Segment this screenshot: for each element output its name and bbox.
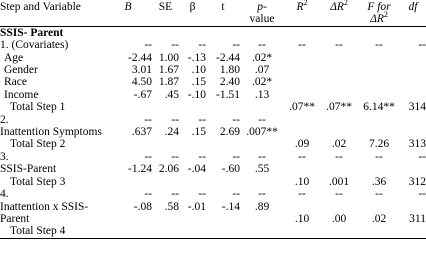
table-row [0, 151, 426, 163]
cell-r2 [284, 89, 320, 101]
cell-p: .13 [254, 88, 270, 101]
cell-df [400, 64, 426, 76]
header-dr2-base: ΔR [330, 1, 344, 13]
header-p-line2: value [249, 13, 275, 26]
cell-b: -2.44 [128, 51, 152, 64]
cell-t: -1.51 [216, 88, 240, 101]
cell-se: 2.06 [158, 163, 179, 176]
row-label: Total Step 1 [10, 101, 66, 114]
cell-f [358, 225, 400, 238]
cell-t: 1.80 [219, 64, 240, 77]
cell-df: 312 [408, 175, 426, 188]
cell-r2: -- [298, 150, 306, 163]
cell-beta [179, 176, 206, 188]
cell-b [104, 101, 152, 113]
cell-se [152, 213, 179, 225]
header-f-line1: F for [367, 1, 391, 13]
cell-r2 [284, 163, 320, 175]
cell-se: .24 [164, 126, 179, 139]
cell-r2: .07** [289, 101, 315, 114]
cell-b: -- [144, 188, 152, 201]
cell-t: -- [232, 188, 240, 201]
header-r2-sup: 2 [303, 0, 308, 8]
header-p-line1: p- [257, 1, 267, 13]
header-row [0, 0, 426, 26]
table-row [0, 201, 426, 213]
cell-p: .007** [246, 126, 278, 139]
cell-delta-r2: -- [335, 188, 343, 201]
cell-beta: .10 [191, 64, 206, 77]
cell-b: -- [144, 39, 152, 52]
table-body [0, 39, 426, 238]
row-label: 1. (Covariates) [0, 39, 69, 52]
cell-p: -- [258, 188, 266, 201]
cell-f: .36 [371, 175, 387, 188]
cell-b: 3.01 [131, 64, 152, 77]
cell-b: 4.50 [131, 76, 152, 89]
row-label: Income [4, 88, 39, 101]
cell-r2 [284, 126, 320, 138]
cell-f [358, 114, 400, 126]
cell-b [104, 213, 152, 225]
header-f-sup: 2 [383, 10, 388, 20]
table-row [0, 101, 426, 113]
cell-p [240, 101, 284, 113]
cell-f [358, 126, 400, 138]
header-r2-base: R [296, 1, 304, 13]
cell-se: .58 [164, 200, 179, 213]
cell-df [400, 225, 426, 238]
cell-se: -- [171, 188, 179, 201]
section-title: SSIS- Parent [0, 26, 64, 39]
cell-beta: -.01 [187, 200, 206, 213]
cell-b [104, 138, 152, 150]
cell-t: 2.40 [219, 76, 240, 89]
cell-t: 2.69 [219, 126, 240, 139]
cell-f: .02 [371, 212, 387, 225]
cell-r2: .10 [294, 212, 310, 225]
cell-b: -.67 [133, 88, 152, 101]
cell-beta: -.04 [187, 163, 206, 176]
cell-beta [179, 138, 206, 150]
header-t: t [221, 1, 225, 13]
section-row [0, 26, 426, 39]
cell-delta-r2 [320, 89, 358, 101]
header-beta: β [189, 1, 196, 13]
table-row [0, 213, 426, 225]
cell-f [358, 89, 400, 101]
cell-df [400, 126, 426, 138]
row-label: Race [4, 76, 27, 89]
header-delta-r2 [320, 0, 358, 26]
cell-se [152, 138, 179, 150]
cell-p: -- [258, 39, 266, 52]
cell-df: -- [418, 150, 426, 163]
cell-se [152, 176, 179, 188]
cell-delta-r2 [320, 163, 358, 175]
row-label: Total Step 2 [10, 138, 66, 151]
cell-t [206, 225, 240, 238]
cell-df: 311 [409, 212, 426, 225]
cell-delta-r2: .001 [328, 175, 350, 188]
cell-df: 314 [408, 101, 426, 114]
cell-beta: -.10 [187, 88, 206, 101]
cell-t: -.14 [221, 200, 240, 213]
cell-b [104, 225, 152, 238]
cell-se: 1.87 [158, 76, 179, 89]
cell-p: .89 [254, 200, 270, 213]
table-row [0, 138, 426, 150]
cell-r2 [284, 201, 320, 213]
cell-r2 [284, 225, 320, 238]
cell-r2 [284, 76, 320, 88]
header-f-line2: ΔR [370, 13, 384, 26]
cell-df [400, 114, 426, 126]
cell-f: 7.26 [368, 138, 390, 151]
table-row [0, 52, 426, 64]
cell-p: .02* [251, 51, 273, 64]
cell-p: .55 [254, 163, 270, 176]
row-label: 2. [0, 113, 9, 126]
cell-p: .07 [254, 64, 270, 77]
cell-f [358, 52, 400, 64]
table-row [0, 126, 426, 138]
cell-t [206, 101, 240, 113]
cell-beta: .15 [191, 126, 206, 139]
cell-b: -- [144, 150, 152, 163]
cell-df [400, 76, 426, 88]
row-label: Gender [4, 64, 38, 77]
table-row [0, 114, 426, 126]
cell-p [240, 138, 284, 150]
cell-delta-r2 [320, 76, 358, 88]
cell-b: .637 [131, 126, 152, 139]
cell-b: -1.24 [128, 163, 152, 176]
cell-beta [179, 225, 206, 238]
cell-p: .02* [251, 76, 273, 89]
row-label: Inattention x SSIS- [0, 200, 89, 213]
table-row [0, 89, 426, 101]
cell-f: -- [375, 39, 383, 52]
cell-delta-r2 [320, 52, 358, 64]
cell-r2: -- [298, 188, 306, 201]
cell-b [104, 176, 152, 188]
table-row [0, 76, 426, 88]
cell-f: -- [375, 188, 383, 201]
cell-b: -- [144, 113, 152, 126]
cell-t [206, 176, 240, 188]
cell-df [400, 201, 426, 213]
cell-f: -- [375, 150, 383, 163]
cell-r2 [284, 52, 320, 64]
cell-se: .45 [164, 88, 179, 101]
cell-se: -- [171, 150, 179, 163]
cell-delta-r2: .00 [331, 212, 347, 225]
cell-df [400, 52, 426, 64]
cell-df [400, 89, 426, 101]
cell-beta: -- [198, 39, 206, 52]
cell-t: -2.44 [216, 51, 240, 64]
cell-p [240, 213, 284, 225]
cell-delta-r2 [320, 126, 358, 138]
cell-t: -- [232, 113, 240, 126]
cell-delta-r2 [320, 225, 358, 238]
row-label: 4. [0, 188, 9, 201]
cell-beta [179, 213, 206, 225]
cell-delta-r2 [320, 114, 358, 126]
cell-t: -- [232, 39, 240, 52]
cell-se [152, 225, 179, 238]
cell-beta: -- [198, 150, 206, 163]
cell-df: -- [418, 188, 426, 201]
cell-p [240, 176, 284, 188]
cell-f [358, 76, 400, 88]
cell-beta: -.13 [187, 51, 206, 64]
cell-df: 313 [408, 138, 426, 151]
cell-p [240, 225, 284, 238]
cell-r2: .10 [294, 175, 310, 188]
header-b: B [124, 1, 132, 13]
row-label: Parent [0, 212, 30, 225]
cell-delta-r2: -- [335, 150, 343, 163]
table-row [0, 225, 426, 238]
row-label: Age [4, 51, 24, 64]
cell-delta-r2 [320, 64, 358, 76]
cell-r2 [284, 64, 320, 76]
cell-df [400, 163, 426, 175]
cell-r2 [284, 114, 320, 126]
cell-t [206, 138, 240, 150]
header-dr2-sup: 2 [343, 0, 348, 8]
row-label: Total Step 4 [10, 225, 66, 238]
cell-beta: .15 [191, 76, 206, 89]
header-p [240, 0, 284, 26]
cell-f: 6.14** [363, 101, 395, 114]
table-row [0, 176, 426, 188]
header-r2 [284, 0, 320, 26]
cell-f [358, 201, 400, 213]
header-step: Step and Variable [0, 1, 81, 13]
row-label: Total Step 3 [10, 175, 66, 188]
cell-t: -- [232, 150, 240, 163]
cell-delta-r2: .02 [331, 138, 347, 151]
cell-p: -- [258, 150, 266, 163]
table-row [0, 163, 426, 175]
cell-t: -.60 [221, 163, 240, 176]
cell-se: 1.00 [158, 51, 179, 64]
row-label: SSIS-Parent [0, 163, 57, 176]
cell-se [152, 101, 179, 113]
cell-r2: .09 [294, 138, 310, 151]
row-label: 3. [0, 150, 9, 163]
cell-beta [179, 101, 206, 113]
header-f [358, 0, 400, 26]
row-label: Inattention Symptoms [0, 126, 102, 139]
cell-beta: -- [198, 113, 206, 126]
header-df: df [408, 1, 418, 13]
cell-b: -.08 [133, 200, 152, 213]
header-se: SE [158, 1, 173, 13]
table-row [0, 64, 426, 76]
cell-delta-r2 [320, 201, 358, 213]
cell-r2: -- [298, 39, 306, 52]
cell-df: -- [418, 39, 426, 52]
cell-delta-r2: .07** [326, 101, 352, 114]
cell-se: -- [171, 39, 179, 52]
cell-p: -- [258, 113, 266, 126]
cell-f [358, 64, 400, 76]
cell-t [206, 213, 240, 225]
cell-f [358, 163, 400, 175]
cell-beta: -- [198, 188, 206, 201]
table-row [0, 188, 426, 200]
cell-delta-r2: -- [335, 39, 343, 52]
cell-se: -- [171, 113, 179, 126]
table-row [0, 39, 426, 51]
cell-se: 1.67 [158, 64, 179, 77]
